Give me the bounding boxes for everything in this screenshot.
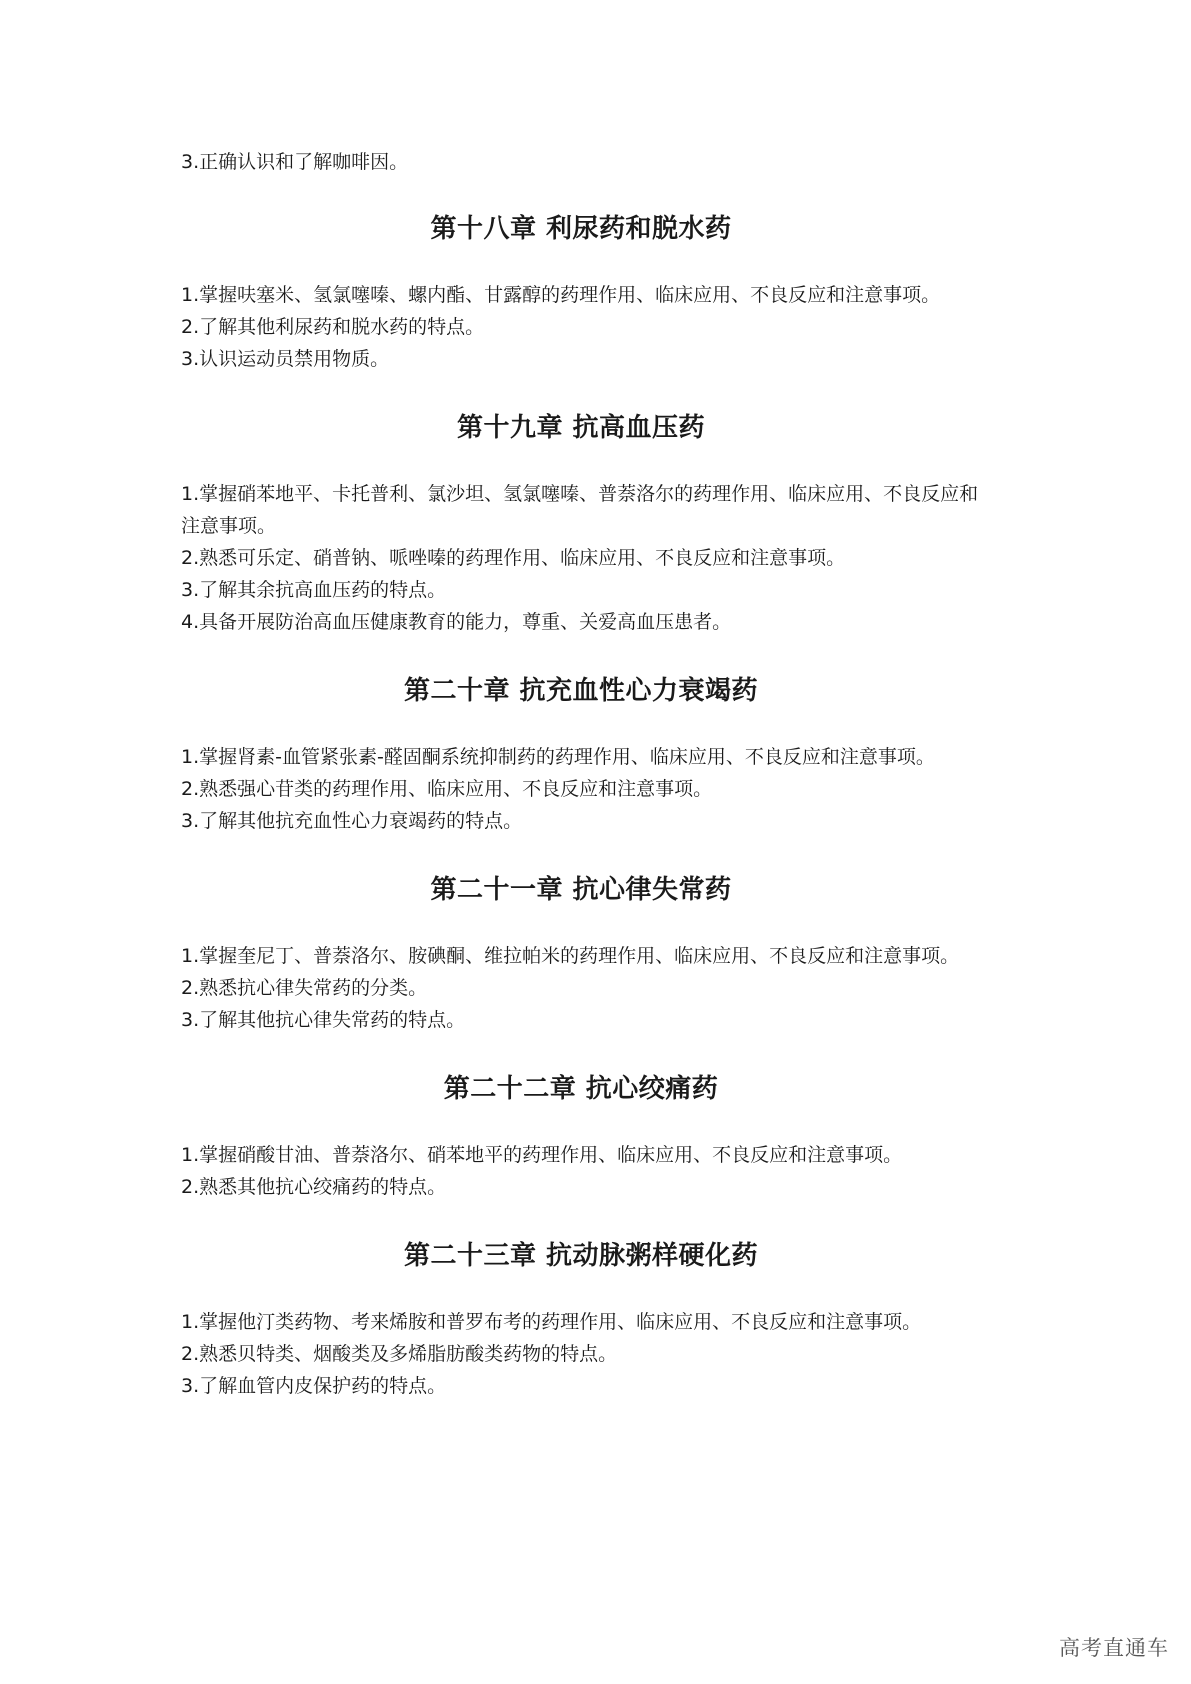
watermark-text: 高考直通车 [1059,1636,1169,1660]
chapter-21-item-3: 3.了解其他抗心律失常药的特点。 [181,1009,466,1031]
chapter-22-item-1: 1.掌握硝酸甘油、普萘洛尔、硝苯地平的药理作用、临床应用、不良反应和注意事项。 [181,1144,903,1166]
chapter-18-item-3: 3.认识运动员禁用物质。 [181,348,390,370]
chapter-18-item-1: 1.掌握呋塞米、氢氯噻嗪、螺内酯、甘露醇的药理作用、临床应用、不良反应和注意事项。 [181,284,941,306]
chapter-21-item-1: 1.掌握奎尼丁、普萘洛尔、胺碘酮、维拉帕米的药理作用、临床应用、不良反应和注意事项。 [181,945,960,967]
chapter-19-item-1: 1.掌握硝苯地平、卡托普利、氯沙坦、氢氯噻嗪、普萘洛尔的药理作用、临床应用、不良反应和注意事项。 [181,483,979,537]
chapter-22-item-2: 2.熟悉其他抗心绞痛药的特点。 [181,1176,447,1198]
chapter-18-section [181,208,1041,375]
chapter-23-title: 第二十三章 抗动脉粥样硬化药 [403,1241,759,1271]
chapter-20-title: 第二十章 抗充血性心力衰竭药 [403,676,759,706]
chapter-19-item-4: 4.具备开展防治高血压健康教育的能力，尊重、关爱高血压患者。 [181,611,732,633]
chapter-19-title: 第十九章 抗高血压药 [456,413,706,443]
chapter-20-item-2: 2.熟悉强心苷类的药理作用、临床应用、不良反应和注意事项。 [181,778,713,800]
chapter-22-section [181,1068,1041,1203]
chapter-18-title: 第十八章 利尿药和脱水药 [430,214,732,244]
chapter-19-item-3: 3.了解其余抗高血压药的特点。 [181,579,447,601]
chapter-23-item-2: 2.熟悉贝特类、烟酸类及多烯脂肪酸类药物的特点。 [181,1343,618,1365]
page-content [181,146,1041,1402]
chapter-21-section [181,869,1041,1036]
chapter-21-title: 第二十一章 抗心律失常药 [430,875,732,905]
chapter-20-item-3: 3.了解其他抗充血性心力衰竭药的特点。 [181,810,523,832]
chapter-18-item-2: 2.了解其他利尿药和脱水药的特点。 [181,316,485,338]
chapter-23-item-3: 3.了解血管内皮保护药的特点。 [181,1375,447,1397]
chapter-23-section [181,1235,1041,1402]
chapter-20-section [181,670,1041,837]
intro-line: 3.正确认识和了解咖啡因。 [181,151,409,173]
chapter-23-item-1: 1.掌握他汀类药物、考来烯胺和普罗布考的药理作用、临床应用、不良反应和注意事项。 [181,1311,922,1333]
chapter-19-item-2: 2.熟悉可乐定、硝普钠、哌唑嗪的药理作用、临床应用、不良反应和注意事项。 [181,547,846,569]
chapter-21-item-2: 2.熟悉抗心律失常药的分类。 [181,977,428,999]
chapter-20-item-1: 1.掌握肾素-血管紧张素-醛固酮系统抑制药的药理作用、临床应用、不良反应和注意事项。 [181,746,935,768]
chapter-22-title: 第二十二章 抗心绞痛药 [443,1074,719,1104]
chapter-19-section [181,407,1041,638]
